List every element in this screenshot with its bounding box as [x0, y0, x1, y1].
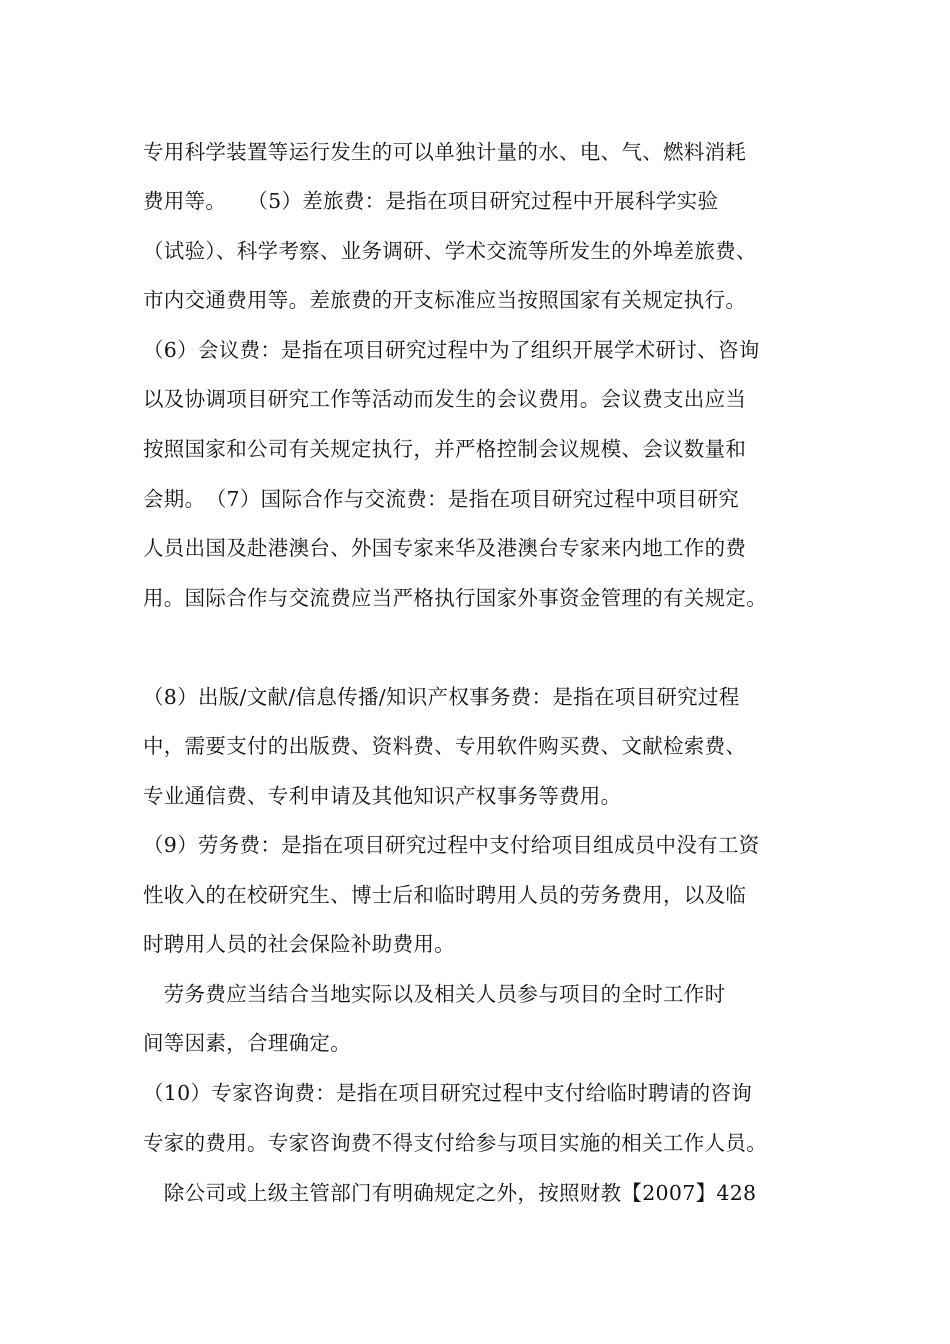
text-line-21: 除公司或上级主管部门有明确规定之外，按照财教【2007】428: [143, 1181, 757, 1205]
text-line-17: 劳务费应当结合当地实际以及相关人员参与项目的全时工作时: [143, 982, 726, 1006]
text-line-1: 专用科学装置等运行发生的可以单独计量的水、电、气、燃料消耗: [143, 140, 747, 164]
text-line-8: 会期。 （7）国际合作与交流费：是指在项目研究过程中项目研究: [143, 487, 740, 511]
text-line-20: 专家的费用。专家咨询费不得支付给参与项目实施的相关工作人员。: [143, 1131, 767, 1155]
text-line-19: （10）专家咨询费：是指在项目研究过程中支付给临时聘请的咨询: [143, 1081, 753, 1105]
text-line-12: 中，需要支付的出版费、资料费、专用软件购买费、文献检索费、: [143, 734, 747, 758]
text-line-9: 人员出国及赴港澳台、外国专家来华及港澳台专家来内地工作的费: [143, 536, 747, 560]
text-line-5: （6）会议费：是指在项目研究过程中为了组织开展学术研讨、咨询: [143, 338, 760, 362]
text-line-15: 性收入的在校研究生、博士后和临时聘用人员的劳务费用，以及临: [143, 883, 747, 907]
text-line-14: （9）劳务费：是指在项目研究过程中支付给项目组成员中没有工资: [143, 833, 760, 857]
text-line-10: 用。国际合作与交流费应当严格执行国家外事资金管理的有关规定。: [143, 586, 767, 610]
text-line-11: （8）出版/文献/信息传播/知识产权事务费：是指在项目研究过程: [143, 685, 740, 709]
text-line-13: 专业通信费、专利申请及其他知识产权事务等费用。: [143, 784, 622, 808]
text-line-16: 时聘用人员的社会保险补助费用。: [143, 932, 455, 956]
text-line-7: 按照国家和公司有关规定执行，并严格控制会议规模、会议数量和: [143, 437, 747, 461]
text-line-2: 费用等。 （5）差旅费：是指在项目研究过程中开展科学实验: [143, 189, 719, 213]
text-line-18: 间等因素，合理确定。: [143, 1031, 351, 1055]
text-line-4: 市内交通费用等。差旅费的开支标准应当按照国家有关规定执行。: [143, 288, 747, 312]
text-line-3: （试验）、科学考察、业务调研、学术交流等所发生的外埠差旅费、: [143, 239, 757, 263]
text-line-6: 以及协调项目研究工作等活动而发生的会议费用。会议费支出应当: [143, 387, 747, 411]
